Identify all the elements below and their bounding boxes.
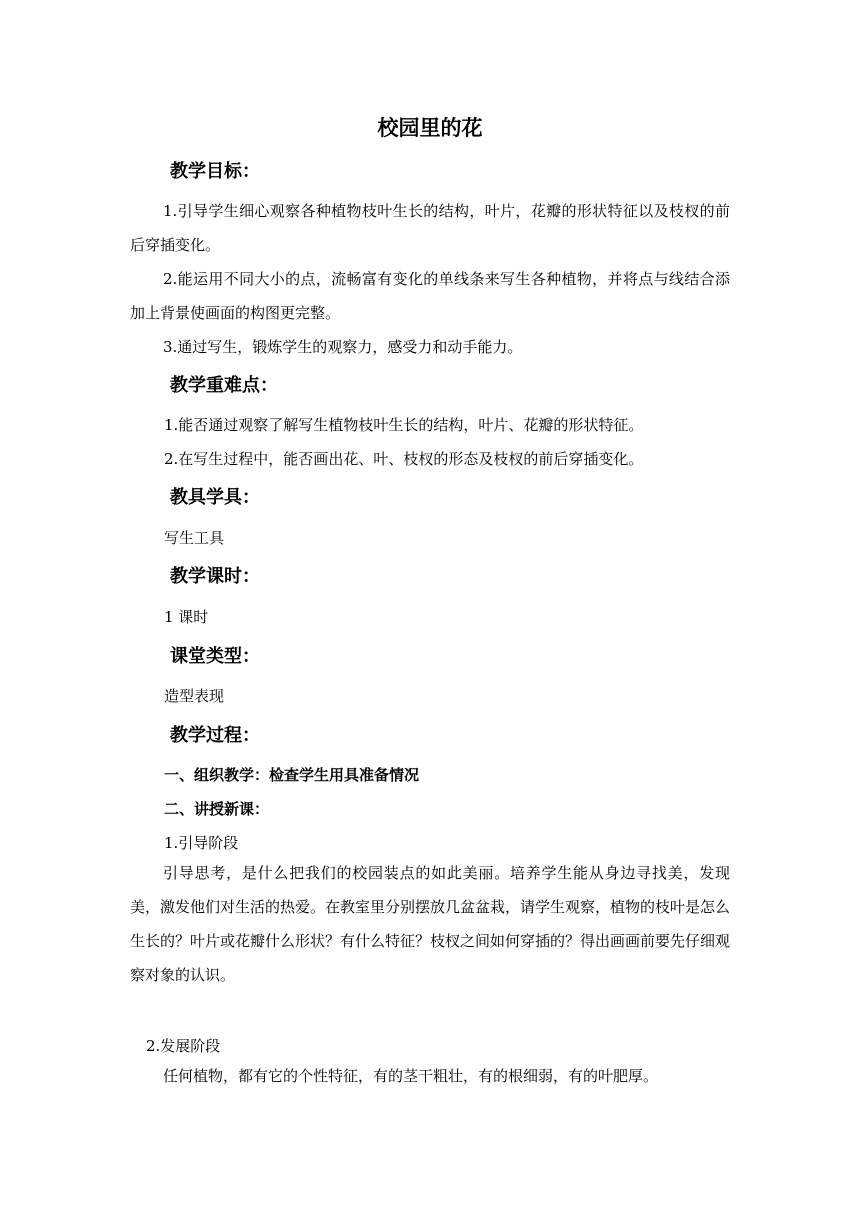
- lesson-type-heading: 课堂类型：: [170, 646, 260, 667]
- hours-heading: 教学课时：: [170, 566, 260, 587]
- key-point-item-1: 1.能否通过观察了解写生植物枝叶生长的结构，叶片、花瓣的形状特征。: [164, 416, 644, 434]
- objective-item-3: 3.通过写生，锻炼学生的观察力，感受力和动手能力。: [163, 338, 523, 356]
- process-heading: 教学过程：: [170, 725, 260, 746]
- objective-item-1: 1.引导学生细心观察各种植物枝叶生长的结构，叶片，花瓣的形状特征以及枝杈的前后穿插变化。: [130, 202, 730, 254]
- stage-2-text: 任何植物，都有它的个性特征，有的茎干粗壮，有的根细弱，有的叶肥厚。: [163, 1067, 659, 1085]
- stage-1-text: 引导思考，是什么把我们的校园装点的如此美丽。培养学生能从身边寻找美，发现美，激发他们对生活的热爱。在教室里分别摆放几盆盆栽，请学生观察，植物的枝叶是怎么生长的？叶片或花瓣什么形状？有什么特征？枝杈之间如何穿插的？得出画画前要先仔细观察对象的认识。: [130, 864, 731, 984]
- document-title: 校园里的花: [377, 116, 483, 140]
- objectives-heading: 教学目标：: [170, 161, 260, 182]
- objective-item-2: 2.能运用不同大小的点，流畅富有变化的单线条来写生各种植物，并将点与线结合添加上背景使画面的构图更完整。: [130, 270, 730, 322]
- key-point-item-2: 2.在写生过程中，能否画出花、叶、枝杈的形态及枝杈的前后穿插变化。: [164, 450, 644, 468]
- stage-1-title: 1.引导阶段: [164, 834, 239, 852]
- process-step-2: 二、讲授新课：: [164, 800, 270, 818]
- tools-text: 写生工具: [164, 529, 225, 547]
- stage-2-title: 2.发展阶段: [146, 1037, 221, 1055]
- key-points-heading: 教学重难点：: [170, 375, 278, 396]
- hours-text: 1 课时: [164, 608, 209, 626]
- lesson-type-text: 造型表现: [164, 687, 225, 705]
- process-step-1: 一、组织教学：检查学生用具准备情况: [164, 766, 420, 784]
- tools-heading: 教具学具：: [170, 487, 260, 508]
